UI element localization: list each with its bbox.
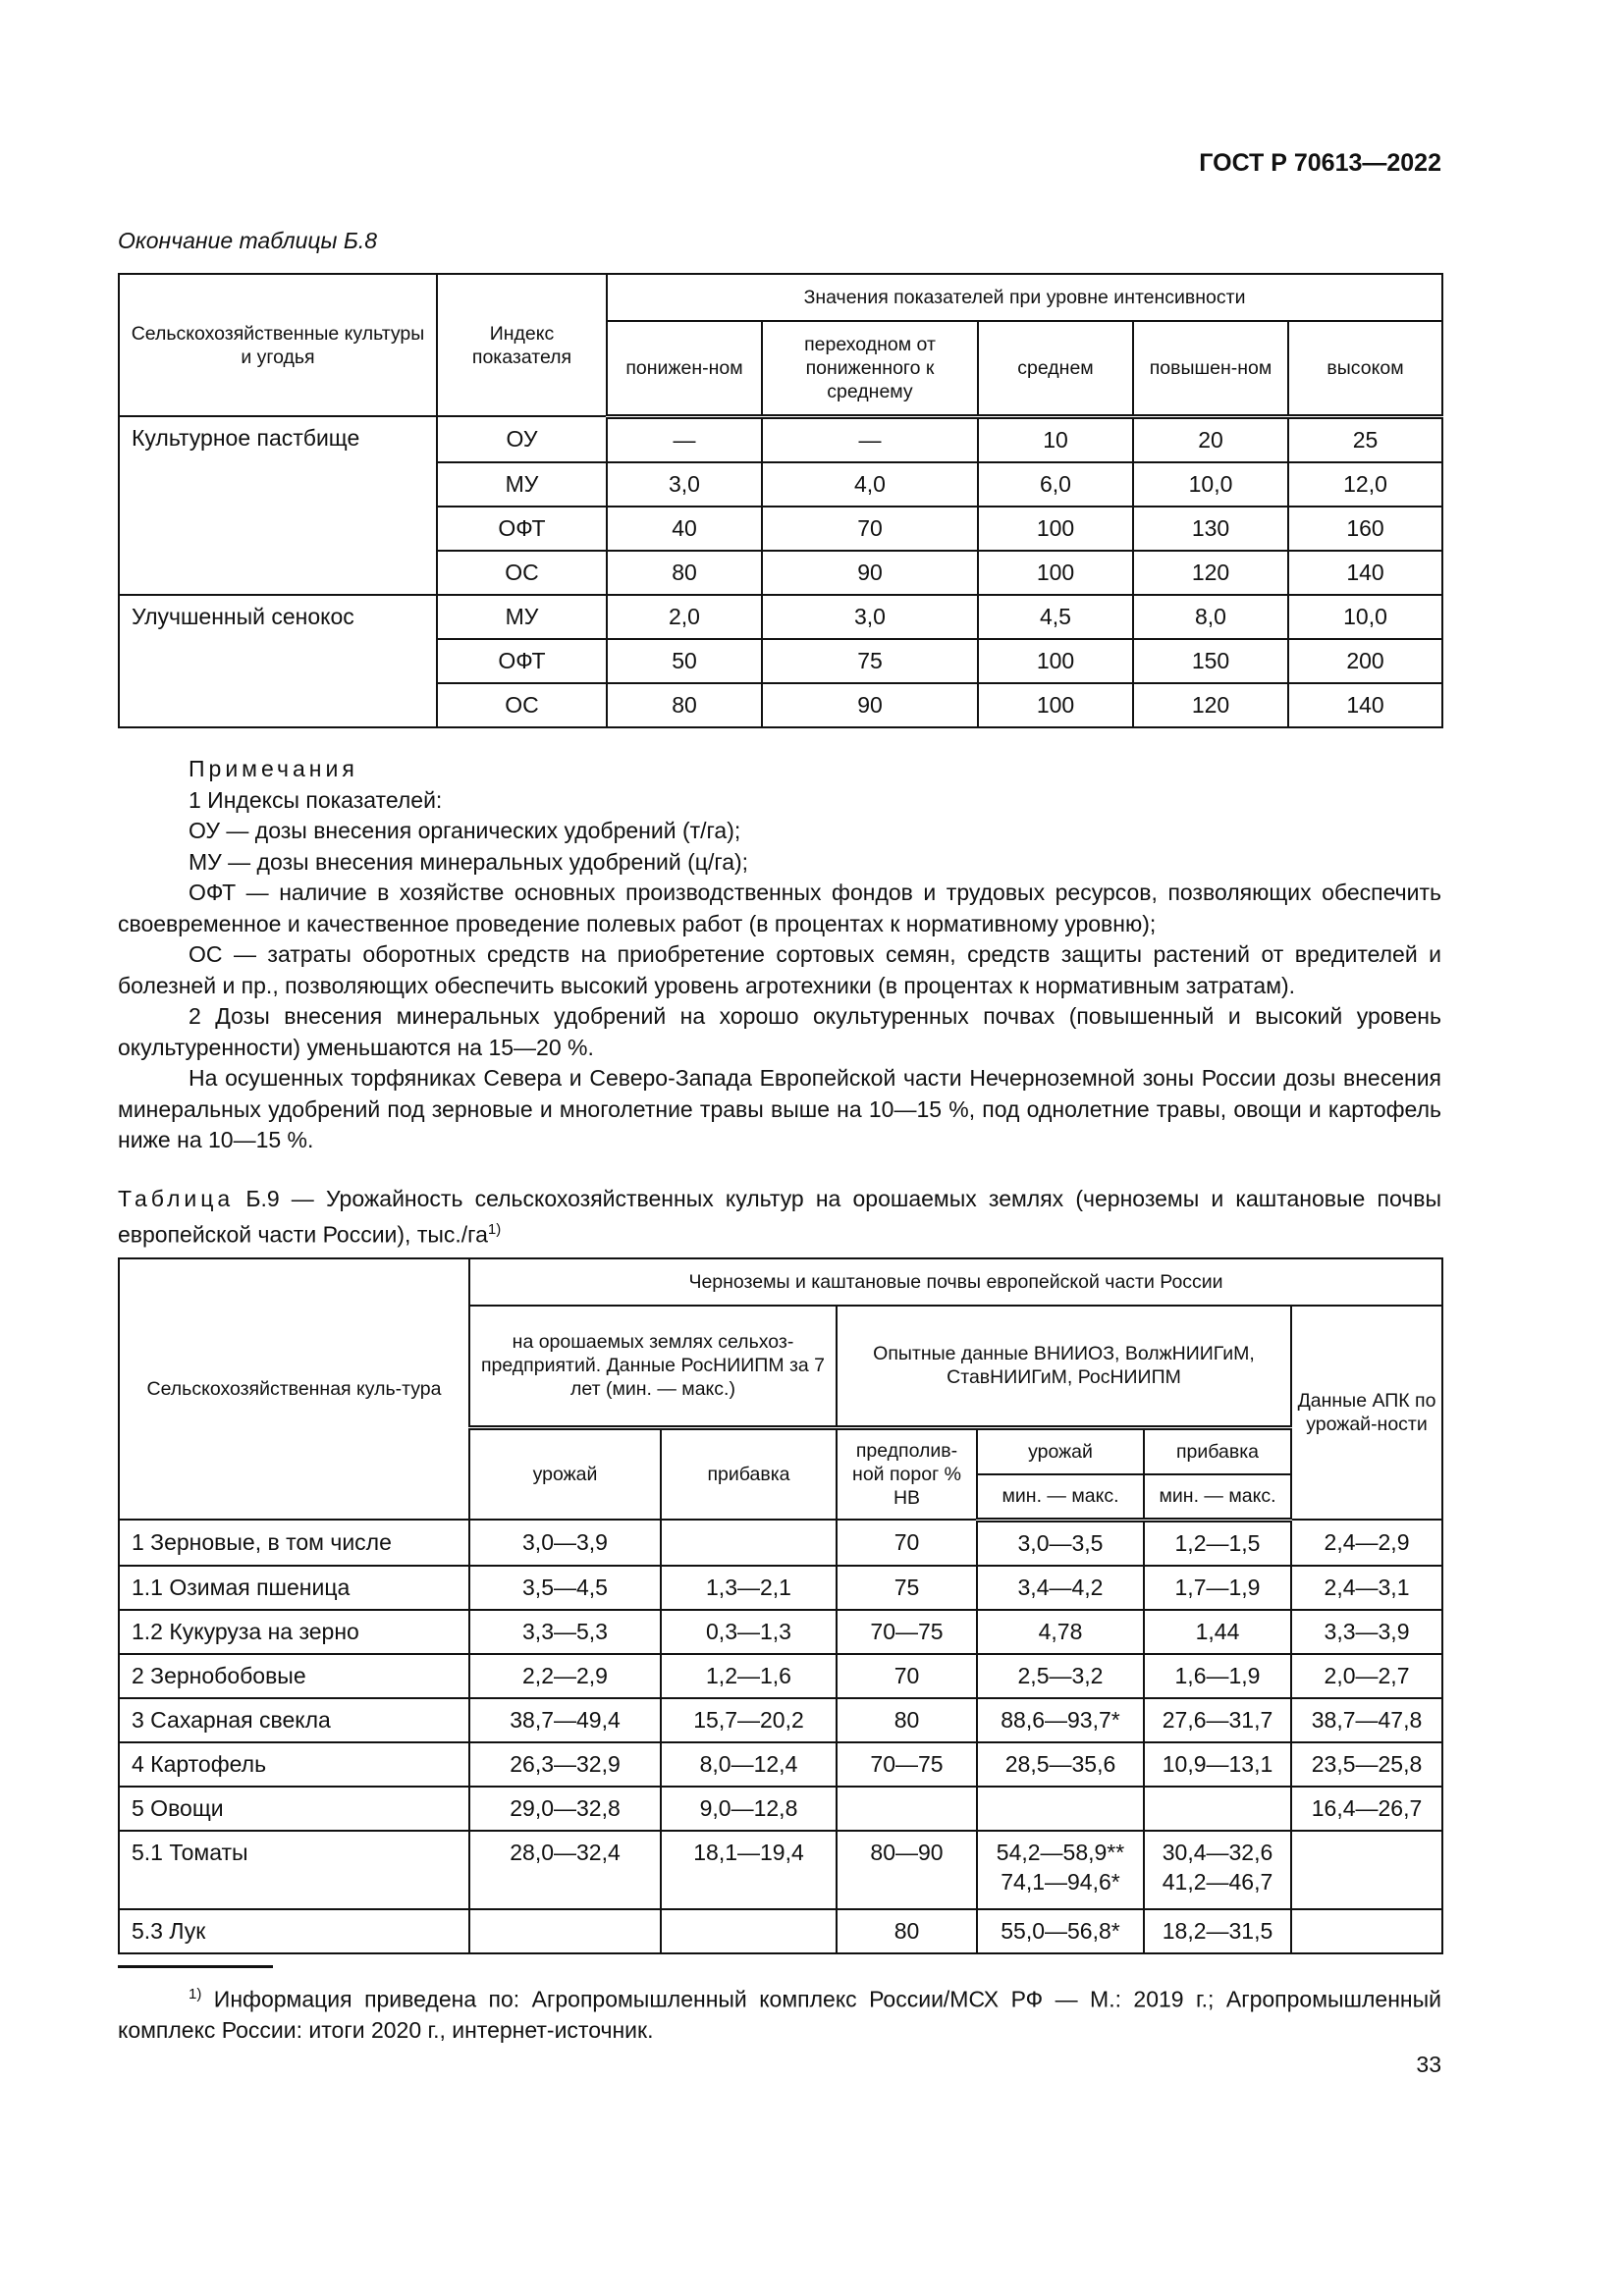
table-continuation-label: Окончание таблицы Б.8 (118, 228, 378, 253)
value-cell: 16,4—26,7 (1291, 1787, 1442, 1831)
value-cell: 54,2—58,9** 74,1—94,6* (977, 1831, 1144, 1909)
table-row (119, 416, 1442, 462)
value-cell: 80 (837, 1698, 977, 1742)
value-cell: 88,6—93,7* (977, 1698, 1144, 1742)
table-row (119, 1742, 1442, 1787)
footnote-divider (118, 1965, 273, 1968)
value-cell: 1,2—1,5 (1144, 1520, 1291, 1566)
col-header-minmax: мин. — макс. (1144, 1474, 1291, 1520)
col-header-crop: Сельскохозяйственные культуры и угодья (119, 274, 437, 416)
value-cell: 1,3—2,1 (661, 1566, 837, 1610)
footnote-ref[interactable]: 1) (487, 1221, 502, 1238)
col-header-experimental: Опытные данные ВНИИОЗ, ВолжНИИГиМ, СтавНИИГиМ, РосНИИПМ (837, 1306, 1291, 1427)
value-cell: 1,44 (1144, 1610, 1291, 1654)
value-cell: 23,5—25,8 (1291, 1742, 1442, 1787)
value-cell: 26,3—32,9 (469, 1742, 661, 1787)
value-cell: 200 (1288, 639, 1442, 683)
value-cell: 3,0—3,5 (977, 1520, 1144, 1566)
value-cell: 25 (1288, 416, 1442, 462)
value-cell: 3,4—4,2 (977, 1566, 1144, 1610)
value-cell: 90 (762, 551, 978, 595)
table-row (119, 1909, 1442, 1953)
value-cell: 6,0 (978, 462, 1133, 507)
table-b9-title-prefix: Таблица (118, 1186, 235, 1211)
value-cell (469, 1909, 661, 1953)
col-header-group: Черноземы и каштановые почвы европейской части России (469, 1258, 1442, 1306)
note-line: ОУ — дозы внесения органических удобрений (т/га); (189, 818, 741, 843)
table-b8-body (119, 416, 1442, 727)
value-cell: 1,7—1,9 (1144, 1566, 1291, 1610)
value-cell: 0,3—1,3 (661, 1610, 837, 1654)
value-cell: 90 (762, 683, 978, 727)
value-cell: 80—90 (837, 1831, 977, 1909)
value-cell: 50 (607, 639, 762, 683)
value-cell: 8,0 (1133, 595, 1288, 639)
index-cell: ОФТ (437, 507, 607, 551)
value-cell: 130 (1133, 507, 1288, 551)
crop-name-cell: 5 Овощи (119, 1787, 469, 1831)
value-cell: 120 (1133, 683, 1288, 727)
crop-name-cell: Улучшенный сенокос (119, 595, 437, 727)
value-cell: 2,4—3,1 (1291, 1566, 1442, 1610)
crop-name-cell: 1.2 Кукуруза на зерно (119, 1610, 469, 1654)
value-cell: 80 (607, 683, 762, 727)
value-cell: 100 (978, 507, 1133, 551)
value-cell: 40 (607, 507, 762, 551)
table-row (119, 1698, 1442, 1742)
value-cell: 2,0—2,7 (1291, 1654, 1442, 1698)
col-header-increase: прибавка (661, 1427, 837, 1520)
crop-name-cell: 2 Зернобобовые (119, 1654, 469, 1698)
value-cell: 18,1—19,4 (661, 1831, 837, 1909)
table-b8 (118, 273, 1443, 728)
table-row (119, 1610, 1442, 1654)
note-line: 1 Индексы показателей: (189, 786, 443, 813)
table-b9 (118, 1257, 1443, 1954)
value-cell: 150 (1133, 639, 1288, 683)
value-cell: 38,7—49,4 (469, 1698, 661, 1742)
value-cell: 75 (762, 639, 978, 683)
value-cell: 70 (837, 1654, 977, 1698)
value-cell: 10,0 (1133, 462, 1288, 507)
value-cell: 70—75 (837, 1742, 977, 1787)
value-cell: 70 (762, 507, 978, 551)
value-cell: 3,5—4,5 (469, 1566, 661, 1610)
col-header-group: Значения показателей при уровне интенсивности (607, 274, 1442, 321)
value-cell: — (607, 416, 762, 462)
value-cell: 2,0 (607, 595, 762, 639)
value-cell: 2,2—2,9 (469, 1654, 661, 1698)
index-cell: МУ (437, 462, 607, 507)
value-cell (661, 1520, 837, 1566)
col-header-level: повышен-ном (1133, 321, 1288, 416)
col-header-farms: на орошаемых землях сельхоз-предприятий. Данные РосНИИПМ за 7 лет (мин. — макс.) (469, 1306, 837, 1427)
table-b9-body (119, 1520, 1442, 1953)
value-cell (1291, 1831, 1442, 1909)
notes (118, 754, 1441, 1156)
value-cell: 15,7—20,2 (661, 1698, 837, 1742)
note-line: ОС — затраты оборотных средств на приобретение сортовых семян, средств защиты растений от вредителей и болезней и пр., позволяющих обеспечить высокий уровень агротехники (в процентах к нормативным затратам). (118, 941, 1441, 998)
value-cell: 28,5—35,6 (977, 1742, 1144, 1787)
value-cell: 55,0—56,8* (977, 1909, 1144, 1953)
footnote (118, 1979, 1441, 2046)
table-b9-title (118, 1184, 1441, 1251)
index-cell: ОС (437, 683, 607, 727)
footnote-marker: 1) (189, 1986, 202, 2002)
value-cell: 4,5 (978, 595, 1133, 639)
crop-name-cell: 1.1 Озимая пшеница (119, 1566, 469, 1610)
value-cell: 38,7—47,8 (1291, 1698, 1442, 1742)
col-header-index: Индекс показателя (437, 274, 607, 416)
crop-name-cell: Культурное пастбище (119, 416, 437, 595)
table-row (119, 595, 1442, 639)
note-line: ОФТ — наличие в хозяйстве основных производственных фондов и трудовых ресурсов, позволяющих обеспечить своевременное и качественное проведение полевых работ (в процентах к нормативному уровню); (118, 880, 1441, 936)
value-cell: 3,0—3,9 (469, 1520, 661, 1566)
value-cell (977, 1787, 1144, 1831)
value-cell: 3,0 (762, 595, 978, 639)
value-cell: 100 (978, 639, 1133, 683)
index-cell: ОФТ (437, 639, 607, 683)
value-cell: 4,0 (762, 462, 978, 507)
value-cell: 18,2—31,5 (1144, 1909, 1291, 1953)
col-header-apk: Данные АПК по урожай-ности (1291, 1306, 1442, 1520)
value-cell: 160 (1288, 507, 1442, 551)
table-row (119, 1831, 1442, 1909)
col-header-exp-increase: прибавка (1144, 1427, 1291, 1474)
table-row (119, 1787, 1442, 1831)
value-cell (837, 1787, 977, 1831)
footnote-text: Информация приведена по: Агропромышленный комплекс России/МСХ РФ — М.: 2019 г.; Агропромышленный комплекс России: итоги 2020 г., интернет-источник. (118, 1986, 1441, 2043)
note-line: 2 Дозы внесения минеральных удобрений на хорошо окультуренных почвах (повышенный и высокий уровень окультуренности) уменьшаются на 15—20 %. (118, 1003, 1441, 1060)
crop-name-cell: 4 Картофель (119, 1742, 469, 1787)
value-cell: 3,3—3,9 (1291, 1610, 1442, 1654)
value-cell: 9,0—12,8 (661, 1787, 837, 1831)
col-header-crop: Сельскохозяйственная куль-тура (119, 1258, 469, 1520)
value-cell: 3,3—5,3 (469, 1610, 661, 1654)
col-header-level: понижен-ном (607, 321, 762, 416)
crop-name-cell: 5.3 Лук (119, 1909, 469, 1953)
col-header-threshold: предполив-ной порог % НВ (837, 1427, 977, 1520)
value-cell: 3,0 (607, 462, 762, 507)
table-row (119, 1520, 1442, 1566)
value-cell: 28,0—32,4 (469, 1831, 661, 1909)
value-cell: 70 (837, 1520, 977, 1566)
value-cell: 8,0—12,4 (661, 1742, 837, 1787)
index-cell: МУ (437, 595, 607, 639)
value-cell: 27,6—31,7 (1144, 1698, 1291, 1742)
table-b9-title-text: Б.9 — Урожайность сельскохозяйственных культур на орошаемых землях (черноземы и каштановые почвы европейской части России), тыс./га (118, 1186, 1441, 1248)
col-header-level: среднем (978, 321, 1133, 416)
value-cell: 100 (978, 683, 1133, 727)
value-cell: 75 (837, 1566, 977, 1610)
page-number: 33 (1416, 2052, 1441, 2077)
value-cell: 2,4—2,9 (1291, 1520, 1442, 1566)
value-cell: 120 (1133, 551, 1288, 595)
value-cell: 30,4—32,6 41,2—46,7 (1144, 1831, 1291, 1909)
value-cell: 12,0 (1288, 462, 1442, 507)
value-cell (1291, 1909, 1442, 1953)
value-cell (661, 1909, 837, 1953)
crop-name-cell: 1 Зерновые, в том числе (119, 1520, 469, 1566)
crop-name-cell: 5.1 Томаты (119, 1831, 469, 1909)
value-cell: 10,0 (1288, 595, 1442, 639)
col-header-level: переходном от пониженного к среднему (762, 321, 978, 416)
notes-title-text: Примечания (189, 756, 358, 781)
document-id: ГОСТ Р 70613—2022 (1199, 149, 1441, 177)
value-cell: 70—75 (837, 1610, 977, 1654)
value-cell: 10 (978, 416, 1133, 462)
value-cell: 4,78 (977, 1610, 1144, 1654)
table-row (119, 1566, 1442, 1610)
col-header-yield: урожай (469, 1427, 661, 1520)
value-cell: 1,2—1,6 (661, 1654, 837, 1698)
notes-title (118, 754, 1441, 785)
col-header-level: высоком (1288, 321, 1442, 416)
value-cell: 140 (1288, 551, 1442, 595)
value-cell: 10,9—13,1 (1144, 1742, 1291, 1787)
note-line: МУ — дозы внесения минеральных удобрений (ц/га); (189, 848, 749, 875)
crop-name-cell: 3 Сахарная свекла (119, 1698, 469, 1742)
col-header-exp-yield: урожай (977, 1427, 1144, 1474)
value-cell: 140 (1288, 683, 1442, 727)
value-cell: 80 (837, 1909, 977, 1953)
value-cell: 1,6—1,9 (1144, 1654, 1291, 1698)
value-cell: 29,0—32,8 (469, 1787, 661, 1831)
value-cell: 80 (607, 551, 762, 595)
value-cell: 2,5—3,2 (977, 1654, 1144, 1698)
value-cell (1144, 1787, 1291, 1831)
index-cell: ОУ (437, 416, 607, 462)
note-line: На осушенных торфяниках Севера и Северо-Запада Европейской части Нечерноземной зоны России дозы внесения минеральных удобрений под зерновые и многолетние травы выше на 10—15 %, под однолетние травы, овощи и картофель ниже на 10—15 %. (118, 1065, 1441, 1152)
value-cell: 100 (978, 551, 1133, 595)
table-row (119, 1654, 1442, 1698)
index-cell: ОС (437, 551, 607, 595)
value-cell: — (762, 416, 978, 462)
col-header-minmax: мин. — макс. (977, 1474, 1144, 1520)
value-cell: 20 (1133, 416, 1288, 462)
